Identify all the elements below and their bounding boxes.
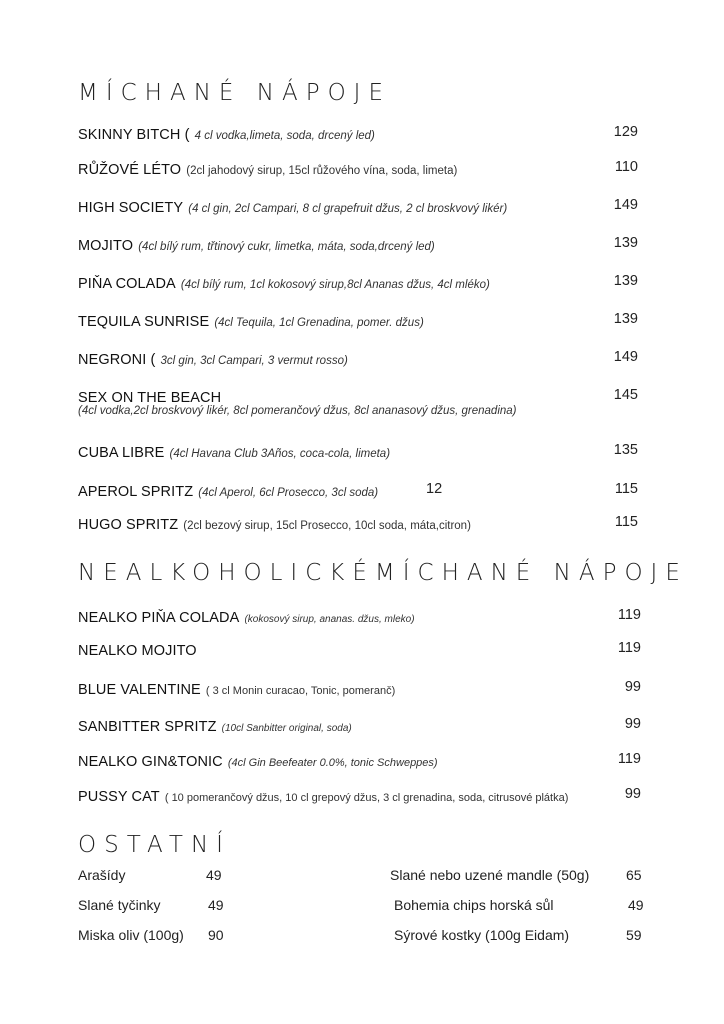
item-name: BLUE VALENTINE	[78, 682, 201, 698]
item-extra-number: 12	[426, 481, 443, 497]
item-description: 3cl gin, 3cl Campari, 3 vermut rosso)	[160, 355, 348, 367]
item-price: 115	[614, 481, 638, 497]
other-item-price: 49	[628, 897, 644, 913]
item-price: 139	[613, 273, 638, 289]
other-item-name: Bohemia chips horská sůl	[394, 897, 554, 913]
item-price: 149	[613, 349, 638, 365]
section-title-other: OSTATNÍ	[78, 832, 231, 858]
item-price: 135	[613, 442, 638, 458]
item-description: (4cl Gin Beefeater 0.0%, tonic Schweppes)	[227, 757, 438, 769]
item-name: CUBA LIBRE	[78, 445, 165, 461]
item-price: 145	[613, 387, 638, 403]
item-name: RŮŽOVÉ LÉTO	[78, 162, 182, 178]
item-name: SKINNY BITCH (	[78, 127, 190, 143]
other-item-name: Slané nebo uzené mandle (50g)	[390, 867, 590, 883]
item-description: (4 cl gin, 2cl Campari, 8 cl grapefruit džus, 2 cl broskvový likér)	[188, 203, 508, 215]
item-name: APEROL SPRITZ	[78, 484, 194, 500]
item-price: 139	[613, 311, 638, 327]
item-name: TEQUILA SUNRISE	[78, 314, 210, 330]
other-item-price: 49	[208, 897, 224, 913]
other-item-name: Arašídy	[78, 867, 126, 883]
menu-item	[78, 786, 641, 806]
menu-item	[78, 716, 641, 736]
menu-item	[78, 607, 641, 627]
menu-item	[78, 197, 638, 217]
other-item-price: 90	[208, 927, 224, 943]
item-price: 115	[614, 514, 638, 530]
menu-item	[78, 273, 638, 293]
item-price: 110	[614, 159, 638, 175]
item-price: 99	[624, 716, 641, 732]
menu-item	[78, 481, 638, 501]
item-description: (10cl Sanbitter original, soda)	[221, 723, 352, 734]
item-description: ( 10 pomerančový džus, 10 cl grepový džus, 3 cl grenadina, soda, citrusové plátka)	[164, 792, 569, 804]
menu-item	[78, 124, 638, 144]
item-name: MOJITO	[78, 238, 134, 254]
section-title-mixed-drinks: MÍCHANÉ NÁPOJE	[78, 80, 391, 106]
item-description: (kokosový sirup, ananas. džus, mleko)	[244, 614, 415, 625]
item-price: 99	[624, 786, 641, 802]
item-price: 139	[613, 235, 638, 251]
other-item-price: 65	[626, 867, 642, 883]
other-item-name: Miska oliv (100g)	[78, 927, 184, 943]
item-price: 149	[613, 197, 638, 213]
item-description: ( 3 cl Monin curacao, Tonic, pomeranč)	[205, 685, 396, 697]
item-price: 119	[617, 751, 641, 767]
menu-item	[78, 235, 638, 255]
section-title-nonalcoholic: NEALKOHOLICKÉMÍCHANÉ NÁPOJE	[78, 560, 688, 586]
item-price: 119	[617, 640, 641, 656]
menu-item	[78, 387, 638, 417]
menu-item	[78, 159, 638, 179]
item-name: HUGO SPRITZ	[78, 517, 179, 533]
menu-item	[78, 751, 641, 771]
item-description: (4cl Tequila, 1cl Grenadina, pomer. džus)	[214, 317, 424, 329]
item-name: NEALKO PIŇA COLADA	[78, 610, 240, 626]
menu-item	[78, 311, 638, 331]
menu-item	[78, 349, 638, 369]
item-price: 119	[617, 607, 641, 623]
item-name: HIGH SOCIETY	[78, 200, 184, 216]
item-name: PUSSY CAT	[78, 789, 160, 805]
item-description: (4cl Aperol, 6cl Prosecco, 3cl soda)	[198, 487, 379, 499]
item-description: (4cl Havana Club 3Años, coca-cola, limeta)	[169, 448, 391, 460]
menu-item	[78, 442, 638, 462]
item-name: PIŇA COLADA	[78, 276, 176, 292]
menu-item	[78, 640, 641, 660]
menu-item	[78, 679, 641, 699]
item-description: (4cl bílý rum, 1cl kokosový sirup,8cl Ananas džus, 4cl mléko)	[180, 279, 490, 291]
item-description: (2cl bezový sirup, 15cl Prosecco, 10cl soda, máta,citron)	[183, 520, 471, 532]
item-description: (4cl vodka,2cl broskvový likér, 8cl pomerančový džus, 8cl ananasový džus, grenadina)	[78, 405, 517, 417]
item-description: (4cl bílý rum, třtinový cukr, limetka, máta, soda,drcený led)	[138, 241, 435, 253]
item-name: NEALKO GIN&TONIC	[78, 754, 223, 770]
item-name: SEX ON THE BEACH	[78, 390, 222, 406]
item-description: (2cl jahodový sirup, 15cl růžového vína, soda, limeta)	[186, 165, 458, 177]
other-item-price: 49	[206, 867, 222, 883]
item-price: 129	[613, 124, 638, 140]
item-name: NEALKO MOJITO	[78, 643, 197, 659]
item-price: 99	[624, 679, 641, 695]
item-name: SANBITTER SPRITZ	[78, 719, 217, 735]
other-item-price: 59	[626, 927, 642, 943]
other-item-name: Slané tyčinky	[78, 897, 161, 913]
item-description: 4 cl vodka,limeta, soda, drcený led)	[194, 130, 375, 142]
item-name: NEGRONI (	[78, 352, 156, 368]
other-item-name: Sýrové kostky (100g Eidam)	[394, 927, 570, 943]
menu-item	[78, 514, 638, 534]
